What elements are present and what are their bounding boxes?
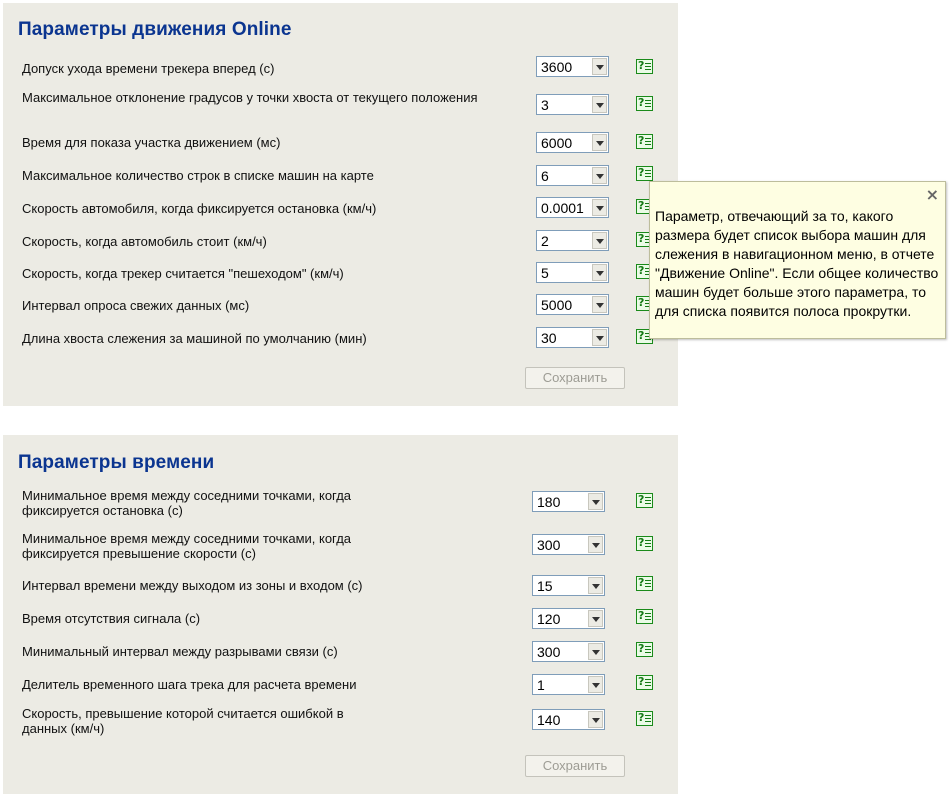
- setting-select[interactable]: [532, 575, 605, 596]
- select-value: 30: [541, 330, 557, 346]
- dropdown-arrow-icon[interactable]: [588, 676, 603, 693]
- select-value: 300: [537, 644, 561, 660]
- setting-label: Скорость, превышение которой считается ошибкой в данных (км/ч): [22, 706, 344, 736]
- panel-title: Параметры движения Online: [18, 19, 292, 40]
- panel-title: Параметры времени: [18, 452, 215, 473]
- dropdown-arrow-icon[interactable]: [592, 329, 607, 346]
- select-value: 6000: [541, 135, 573, 151]
- help-icon[interactable]: [636, 134, 653, 149]
- setting-label: Минимальное время между соседними точками, когда фиксируется остановка (с): [22, 488, 352, 518]
- setting-select[interactable]: [536, 56, 609, 77]
- dropdown-arrow-icon[interactable]: [588, 577, 603, 594]
- setting-select[interactable]: [532, 534, 605, 555]
- select-value: 0.0001: [541, 200, 584, 216]
- setting-label: Максимальное количество строк в списке машин на карте: [22, 168, 374, 183]
- setting-label: Максимальное отклонение градусов у точки хвоста от текущего положения: [22, 90, 478, 105]
- setting-label: Делитель временного шага трека для расчета времени: [22, 677, 357, 692]
- help-icon[interactable]: [636, 166, 653, 181]
- setting-label: Допуск ухода времени трекера вперед (с): [22, 61, 275, 76]
- setting-label: Интервал опроса свежих данных (мс): [22, 298, 250, 313]
- time-params-panel: [3, 435, 678, 794]
- help-icon[interactable]: [636, 576, 653, 591]
- dropdown-arrow-icon[interactable]: [592, 264, 607, 281]
- select-value: 180: [537, 494, 561, 510]
- select-value: 1: [537, 677, 545, 693]
- motion-online-panel: [3, 3, 678, 406]
- setting-label: Минимальное время между соседними точками, когда фиксируется превышение скорости (с): [22, 531, 352, 561]
- select-value: 300: [537, 537, 561, 553]
- dropdown-arrow-icon[interactable]: [592, 232, 607, 249]
- help-icon[interactable]: [636, 675, 653, 690]
- dropdown-arrow-icon[interactable]: [588, 493, 603, 510]
- select-value: 5: [541, 265, 549, 281]
- help-icon[interactable]: [636, 59, 653, 74]
- help-icon[interactable]: [636, 609, 653, 624]
- select-value: 3: [541, 97, 549, 113]
- setting-label: Скорость, когда автомобиль стоит (км/ч): [22, 234, 267, 249]
- dropdown-arrow-icon[interactable]: [588, 610, 603, 627]
- close-icon[interactable]: ×: [925, 185, 939, 204]
- select-value: 5000: [541, 297, 573, 313]
- dropdown-arrow-icon[interactable]: [588, 711, 603, 728]
- dropdown-arrow-icon[interactable]: [592, 296, 607, 313]
- select-value: 15: [537, 578, 553, 594]
- setting-select[interactable]: [536, 132, 609, 153]
- select-value: 3600: [541, 59, 573, 75]
- setting-select[interactable]: [536, 327, 609, 348]
- dropdown-arrow-icon[interactable]: [592, 96, 607, 113]
- setting-select[interactable]: [536, 94, 609, 115]
- setting-select[interactable]: [536, 165, 609, 186]
- select-value: 120: [537, 611, 561, 627]
- setting-select[interactable]: [532, 491, 605, 512]
- help-icon[interactable]: [636, 493, 653, 508]
- tooltip-text: Параметр, отвечающий за то, какого размера будет список выбора машин для слежения в навигационном меню, в отчете "Движение Online". Если общее количество машин будет больше этого параметра, то для списка появится полоса прокрутки.: [655, 208, 939, 319]
- save-button[interactable]: Сохранить: [525, 367, 625, 389]
- setting-select[interactable]: [532, 608, 605, 629]
- setting-label: Время отсутствия сигнала (с): [22, 611, 201, 626]
- setting-select[interactable]: [536, 197, 609, 218]
- setting-select[interactable]: [532, 674, 605, 695]
- select-value: 6: [541, 168, 549, 184]
- dropdown-arrow-icon[interactable]: [592, 199, 607, 216]
- help-tooltip: [649, 181, 946, 339]
- setting-label: Скорость автомобиля, когда фиксируется остановка (км/ч): [22, 201, 377, 216]
- help-icon[interactable]: [636, 642, 653, 657]
- select-value: 140: [537, 712, 561, 728]
- select-value: 2: [541, 233, 549, 249]
- setting-select[interactable]: [532, 709, 605, 730]
- dropdown-arrow-icon[interactable]: [592, 134, 607, 151]
- help-icon[interactable]: [636, 536, 653, 551]
- save-button[interactable]: Сохранить: [525, 755, 625, 777]
- dropdown-arrow-icon[interactable]: [592, 167, 607, 184]
- setting-select[interactable]: [532, 641, 605, 662]
- setting-select[interactable]: [536, 294, 609, 315]
- help-icon[interactable]: [636, 96, 653, 111]
- setting-select[interactable]: [536, 230, 609, 251]
- setting-label: Длина хвоста слежения за машиной по умолчанию (мин): [22, 331, 367, 346]
- setting-label: Скорость, когда трекер считается "пешеходом" (км/ч): [22, 266, 344, 281]
- dropdown-arrow-icon[interactable]: [592, 58, 607, 75]
- dropdown-arrow-icon[interactable]: [588, 643, 603, 660]
- setting-select[interactable]: [536, 262, 609, 283]
- setting-label: Минимальный интервал между разрывами связи (с): [22, 644, 338, 659]
- setting-label: Время для показа участка движением (мс): [22, 135, 281, 150]
- dropdown-arrow-icon[interactable]: [588, 536, 603, 553]
- setting-label: Интервал времени между выходом из зоны и входом (с): [22, 578, 363, 593]
- help-icon[interactable]: [636, 711, 653, 726]
